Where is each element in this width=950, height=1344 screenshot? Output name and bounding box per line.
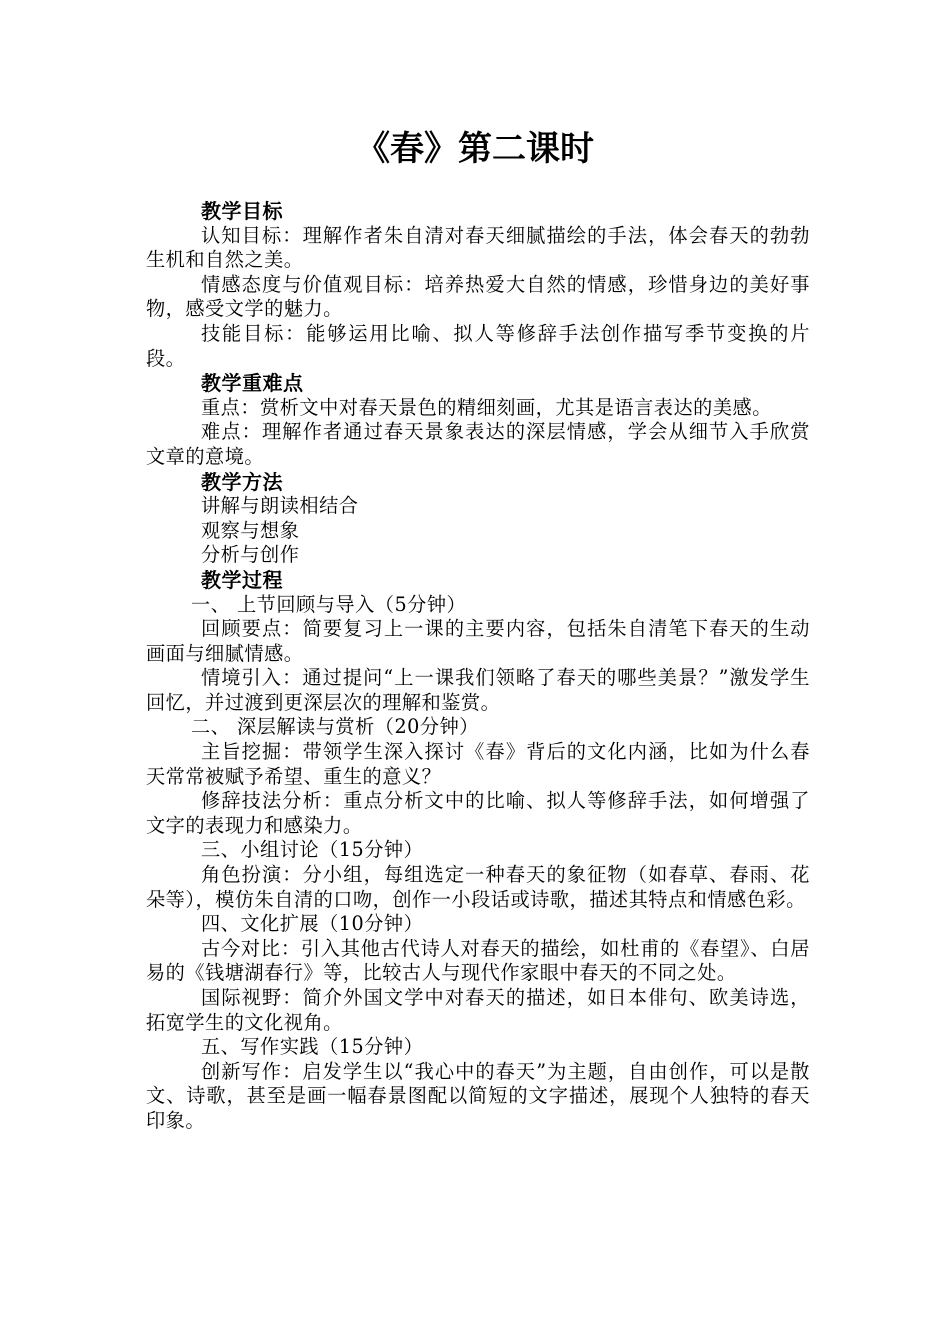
process-step-title: 三、小组讨论（15分钟） xyxy=(201,838,424,862)
key-point-difficulty: 难点：理解作者通过春天景象表达的深层情感，学会从细节入手欣赏文章的意境。 xyxy=(146,420,810,468)
process-step-paragraph: 创新写作：启发学生以“我心中的春天”为主题，自由创作，可以是散文、诗歌，甚至是画一幅春景图配以简短的文字描述，展现个人独特的春天印象。 xyxy=(146,1059,810,1132)
process-step-paragraph: 角色扮演：分小组，每组选定一种春天的象征物（如春草、春雨、花朵等），模仿朱自清的口吻，创作一小段话或诗歌，描述其特点和情感色彩。 xyxy=(146,863,810,911)
section-heading-process: 教学过程 xyxy=(201,567,283,592)
section-heading-key-points: 教学重难点 xyxy=(201,371,304,396)
section-heading-methods: 教学方法 xyxy=(201,469,283,494)
process-step-title: 一、 上节回顾与导入（5分钟） xyxy=(191,592,467,616)
process-step-title: 五、写作实践（15分钟） xyxy=(201,1035,424,1059)
document-title: 《春》第二课时 xyxy=(356,129,594,169)
process-step-paragraph: 修辞技法分析：重点分析文中的比喻、拟人等修辞手法，如何增强了文字的表现力和感染力。 xyxy=(146,789,810,837)
method-item: 讲解与朗读相结合 xyxy=(201,494,359,518)
document-body xyxy=(146,199,810,1134)
method-item: 观察与想象 xyxy=(201,518,300,542)
section-heading-objectives: 教学目标 xyxy=(201,199,283,223)
objective-cognitive: 认知目标：理解作者朱自清对春天细腻描绘的手法，体会春天的勃勃生机和自然之美。 xyxy=(146,223,810,272)
process-step-title: 四、文化扩展（10分钟） xyxy=(201,912,424,936)
process-step-paragraph: 情境引入：通过提问“上一课我们领略了春天的哪些美景？”激发学生回忆，并过渡到更深层次的理解和鉴赏。 xyxy=(146,666,810,714)
method-item: 分析与创作 xyxy=(201,543,300,567)
objective-skill: 技能目标：能够运用比喻、拟人等修辞手法创作描写季节变换的片段。 xyxy=(146,321,810,370)
process-step-title: 二、 深层解读与赏析（20分钟） xyxy=(191,715,479,739)
key-point-focus: 重点：赏析文中对春天景色的精细刻画，尤其是语言表达的美感。 xyxy=(201,395,772,419)
process-step-paragraph: 主旨挖掘：带领学生深入探讨《春》背后的文化内涵，比如为什么春天常常被赋予希望、重生的意义？ xyxy=(146,740,810,788)
process-step-paragraph: 古今对比：引入其他古代诗人对春天的描绘，如杜甫的《春望》、白居易的《钱塘湖春行》等，比较古人与现代作家眼中春天的不同之处。 xyxy=(146,936,810,985)
objective-affective: 情感态度与价值观目标：培养热爱大自然的情感，珍惜身边的美好事物，感受文学的魅力。 xyxy=(146,272,810,321)
process-step-paragraph: 回顾要点：简要复习上一课的主要内容，包括朱自清笔下春天的生动画面与细腻情感。 xyxy=(146,617,810,665)
process-step-paragraph: 国际视野：简介外国文学中对春天的描述，如日本俳句、欧美诗选，拓宽学生的文化视角。 xyxy=(146,986,810,1034)
